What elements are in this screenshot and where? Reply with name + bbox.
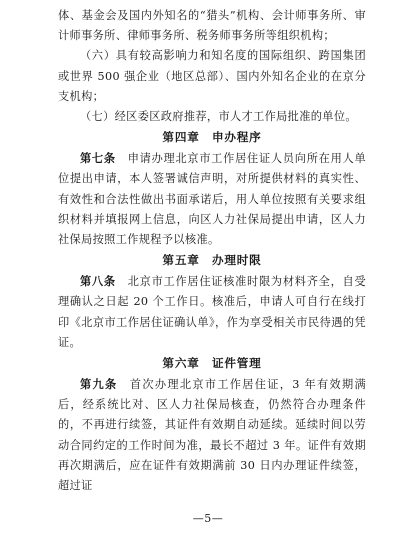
list-item-continuation: 体、基金会及国内外知名的“猎头”机构、会计师事务所、审计师事务所、律师事务所、税务师事务所等组织机构； <box>58 9 366 43</box>
document-body <box>58 6 366 496</box>
article-7 <box>58 148 366 250</box>
article-7-number: 第七条 <box>80 151 116 166</box>
article-8-text: 北京市工作居住证核准时限为材料齐全，自受理确认之日起 20 个工作日。核准后，申请人可自行在线打印《北京市工作居住证确认单》，作为享受相关市民待遇的凭证。 <box>58 275 366 349</box>
article-9-number: 第九条 <box>80 377 118 392</box>
article-9-text: 首次办理北京市工作居住证，3 年有效期满后，经系统比对、区人力社保局核查，仍然符合办理条件的，不再进行续签，其证件有效期自动延续。延续时间以劳动合同约定的工作时间为准，最长不超过 3 年。证件有效期再次期满后，应在证件有效期满前 30 日内办理证件续签，超过证 <box>58 378 366 493</box>
article-9 <box>58 374 366 496</box>
list-item-6: （六）具有较高影响力和知名度的国际组织、跨国集团或世界 500 强企业（地区总部）、国内外知名企业的在京分支机构； <box>58 49 366 103</box>
article-8 <box>58 271 366 353</box>
list-item-7: （七）经区委区政府推荐，市人才工作局批准的单位。 <box>80 110 357 124</box>
chapter-5-heading: 第五章 办理时限 <box>162 253 262 268</box>
page-number: —5— <box>192 512 224 525</box>
article-7-text: 申请办理北京市工作居住证人员向所在用人单位提出申请，本人签署诚信声明，对所提供材料的真实性、有效性和合法性做出书面承诺后，用人单位按照有关要求组织材料并填报网上信息，向区人力社保局提出申请，区人力社保局按照工作规程予以核准。 <box>58 152 366 247</box>
chapter-6-heading: 第六章 证件管理 <box>162 356 262 371</box>
article-8-number: 第八条 <box>80 274 116 289</box>
chapter-4-heading: 第四章 申办程序 <box>162 130 262 145</box>
